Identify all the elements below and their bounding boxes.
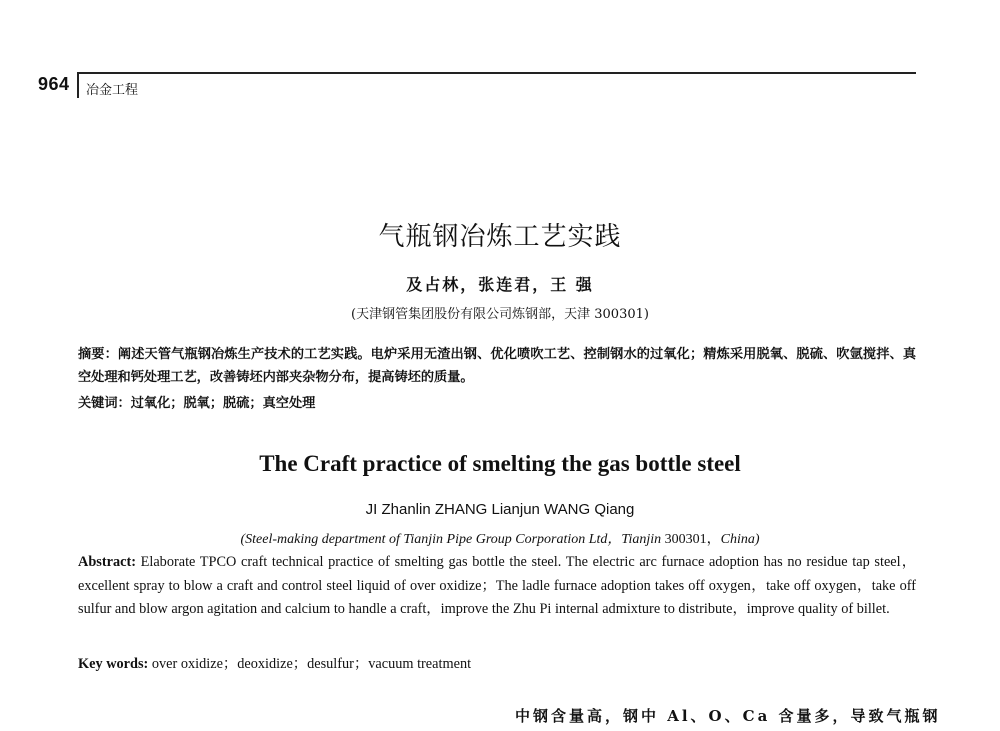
chinese-authors: 及占林，张连君，王 强 — [406, 275, 594, 294]
english-title: The Craft practice of smelting the gas bottle steel — [259, 451, 741, 476]
chinese-abstract-label: 摘要： — [78, 347, 118, 362]
page-number: 964 — [38, 74, 70, 94]
chinese-abstract-text: 阐述天管气瓶钢冶炼生产技术的工艺实践。电炉采用无渣出钢、优化喷吹工艺、控制钢水的过氧化；精炼采用脱氧、脱硫、吹氩搅拌、真空处理和钙处理工艺，改善铸坯内部夹杂物分布，提高铸坯的质量。 — [78, 347, 917, 385]
chinese-keywords — [78, 392, 916, 411]
chinese-abstract — [78, 343, 916, 389]
english-abstract-label: Abstract: — [78, 554, 136, 570]
english-keywords — [78, 653, 916, 673]
chinese-title: 气瓶钢冶炼工艺实践 — [378, 222, 622, 252]
header-rule-divider — [77, 72, 79, 98]
english-abstract-text: Elaborate TPCO craft technical practice of smelting gas bottle the steel. The electric arc furnace adoption has no residue tap steel，excellent spray to blow a craft and control steel liquid of over oxidize；The ladle furnace adoption takes off oxygen，take off oxygen，take off sulfur and blow argon agitation and calcium to handle a craft，improve the Zhu Pi internal admixture to distribute，improve quality of billet. — [78, 554, 916, 617]
english-affiliation-country: China) — [720, 532, 760, 547]
chinese-keywords-label: 关键词： — [78, 396, 131, 411]
footer-cut-text: 中钢含量高，钢中 Al、O、Ca 含量多，导致气瓶钢 — [515, 707, 941, 725]
header-rule — [78, 72, 916, 74]
english-affiliation — [0, 528, 1000, 548]
english-affiliation-postcode: 300301， — [661, 532, 721, 547]
english-abstract — [78, 551, 916, 622]
chinese-affiliation: (天津钢管集团股份有限公司炼钢部，天津 300301) — [351, 307, 649, 322]
chinese-keywords-text: 过氧化；脱氧；脱硫；真空处理 — [130, 396, 316, 411]
english-authors: JI Zhanlin ZHANG Lianjun WANG Qiang — [365, 501, 635, 518]
english-affiliation-department: (Steel-making department of Tianjin Pipe Group Corporation Ltd，Tianjin — [240, 532, 662, 547]
english-keywords-label: Key words: — [78, 656, 149, 672]
journal-name: 冶金工程 — [86, 83, 139, 98]
english-keywords-text: over oxidize；deoxidize；desulfur；vacuum treatment — [148, 656, 472, 672]
